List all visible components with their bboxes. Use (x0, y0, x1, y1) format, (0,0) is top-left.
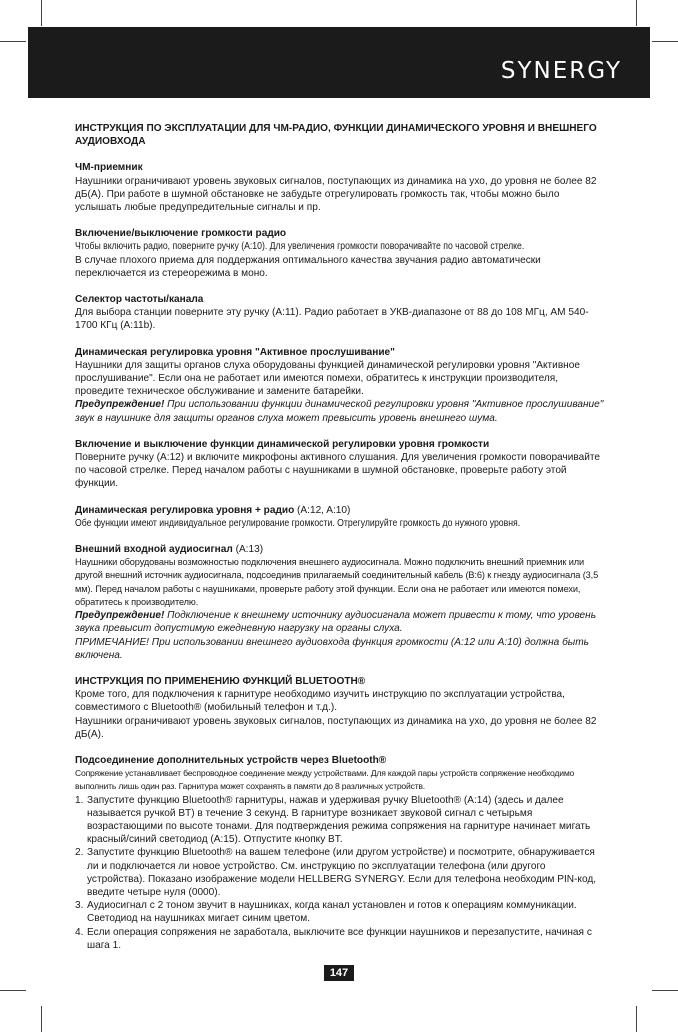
section-text-bluetooth-2: Наушники ограничивают уровень звуковых сигналов, поступающих из динамика на ухо, до уровня не более 82 дБ(A). (75, 715, 597, 740)
crop-mark (652, 41, 678, 42)
heading-ref: (A:12, A:10) (294, 504, 351, 516)
crop-mark (41, 1006, 42, 1032)
list-item (75, 794, 605, 847)
step-number: 2. (75, 847, 84, 859)
step-number: 4. (75, 926, 84, 938)
section-text-selector: Для выбора станции поверните эту ручку (A:11). Радио работает в УКВ-диапазоне от 88 до 108 МГц, AM 540-1700 КГц (A:11b). (75, 307, 589, 332)
section-title-bluetooth: ИНСТРУКЦИЯ ПО ПРИМЕНЕНИЮ ФУНКЦИЙ BLUETOOTH® (75, 675, 366, 687)
warning-external (75, 609, 605, 635)
section-heading-pairing: Подсоединение дополнительных устройств через Bluetooth® (75, 754, 387, 766)
brand-logo: SYNERGY (500, 58, 622, 84)
section-heading-toggle: Включение и выключение функции динамической регулировки уровня громкости (75, 438, 490, 450)
warning-text: При использовании функции динамической регулировки уровня "Активное прослушивание" звук в наушнике для защиты органов слуха может превысить уровень внешнего шума. (75, 399, 604, 424)
section-text-power: В случае плохого приема для поддержания оптимального качества звучания радио автоматически переключается из стереорежима в моно. (75, 254, 541, 279)
section-intro-pairing: Сопряжение устанавливает беспроводное соединение между устройствами. Для каждой пары устройств сопряжение необходимо выполнить лишь один раз. Гарнитура может сохранять в памяти до 8 различных устройств. (75, 768, 575, 792)
section-text-external: Наушники оборудованы возможностью подключения внешнего аудиосигнала. Можно подключить внешний приемник или другой внешний источник аудиосигнала, подсоединив прилагаемый соединительный кабель (B:6) к гнезду аудиосигнала (3,5 мм). Перед началом работы с наушниками, проверьте работу этой функции. Если она не работает или имеются помехи, обратитесь к производителю. (75, 557, 599, 607)
section-heading-external (75, 543, 605, 556)
step-text: Запустите функцию Bluetooth® на вашем телефоне (или другом устройстве) и посмотрите, обнаруживается ли и подключается ли новое устройство. См. инструкцию по эксплуатации телефона (или другого устройства). Показано изображение модели HELLBERG SYNERGY. Если для телефона необходим PIN-код, введите четыре нуля (0000). (87, 847, 597, 898)
page-title: ИНСТРУКЦИЯ ПО ЭКСПЛУАТАЦИИ ДЛЯ ЧМ-РАДИО, ФУНКЦИИ ДИНАМИЧЕСКОГО УРОВНЯ И ВНЕШНЕГО АУДИОВХОДА (75, 123, 597, 148)
heading-ref: (A:13) (232, 544, 264, 556)
section-line-power: Чтобы включить радио, поверните ручку (A:10). Для увеличения громкости поворачивайте по часовой стрелке. (75, 241, 525, 253)
step-number: 1. (75, 794, 84, 806)
crop-mark (652, 990, 678, 991)
step-text: Если операция сопряжения не заработала, выключите все функции наушников и перезапустите, начиная с шага 1. (87, 926, 592, 951)
list-item (75, 846, 605, 899)
document-body (75, 122, 605, 952)
section-line-radio-plus: Обе функции имеют индивидуальное регулирование громкости. Отрегулируйте громкость до нужного уровня. (75, 517, 521, 529)
section-heading-radio-plus (75, 504, 605, 517)
page-number: 147 (324, 965, 354, 981)
list-item (75, 926, 605, 952)
section-text-toggle: Поверните ручку (A:12) и включите микрофоны активного слушания. Для увеличения громкости поворачивайте по часовой стрелке. Перед началом работы с наушниками в шумной обстановке, проверьте работу этой функции. (75, 452, 600, 490)
crop-mark (0, 41, 26, 42)
list-item (75, 899, 605, 925)
note-external: ПРИМЕЧАНИЕ! При использовании внешнего аудиовхода функция громкости (A:12 или A:10) должна быть включена. (75, 636, 589, 661)
step-text: Запустите функцию Bluetooth® гарнитуры, нажав и удерживая ручку Bluetooth® (A:14) (здесь и далее называется ручкой BT) в течение 3 секунд. В гарнитуре возникает звуковой сигнал с четырьмя возрастающими по высоте тонами. Для подтверждения режима сопряжения на гарнитуре начинает мигать красный/синий светодиод (A:15). Отпустите кнопку BT. (87, 794, 591, 846)
section-heading-power: Включение/выключение громкости радио (75, 228, 287, 240)
section-heading-selector: Селектор частоты/канала (75, 294, 204, 306)
warning-text: Подключение к внешнему источнику аудиосигнала может привести к тому, что уровень звука превысит допустимую ежедневную нагрузку на органы слуха. (75, 610, 597, 635)
pairing-steps (75, 794, 605, 952)
warning-label: Предупреждение! (75, 610, 165, 622)
crop-mark (0, 990, 26, 991)
heading-text: Динамическая регулировка уровня + радио (75, 504, 295, 516)
section-heading-dynamic: Динамическая регулировка уровня "Активное прослушивание" (75, 346, 395, 358)
warning-label: Предупреждение! (75, 399, 165, 411)
heading-text: Внешний входной аудиосигнал (75, 544, 233, 556)
section-text-dynamic: Наушники для защиты органов слуха оборудованы функцией динамической регулировки уровня "Активное прослушивание". Если она не работает или имеются помехи, обратитесь к инструкции производителя, проведите техническое обслуживание и замените батарейки. (75, 359, 580, 398)
section-text-fm: Наушники ограничивают уровень звуковых сигналов, поступающих из динамика на ухо, до уровня не более 82 дБ(A). При работе в шумной обстановке не забудьте отрегулировать громкость так, чтобы можно было услышать любые предупредительные сигналы и пр. (75, 175, 597, 214)
step-number: 3. (75, 900, 84, 912)
crop-mark (41, 0, 42, 26)
crop-mark (636, 1006, 637, 1032)
warning-dynamic (75, 398, 605, 424)
step-text: Аудиосигнал с 2 тоном звучит в наушниках, когда канал установлен и готов к операциям коммуникации. Светодиод на наушниках мигает синим цветом. (87, 900, 577, 925)
section-heading-fm: ЧМ-приемник (75, 162, 143, 174)
section-text-bluetooth-1: Кроме того, для подключения к гарнитуре необходимо изучить инструкцию по эксплуатации устройства, совместимого с Bluetooth® (мобильный телефон и т.д.). (75, 689, 565, 714)
crop-mark (636, 0, 637, 26)
